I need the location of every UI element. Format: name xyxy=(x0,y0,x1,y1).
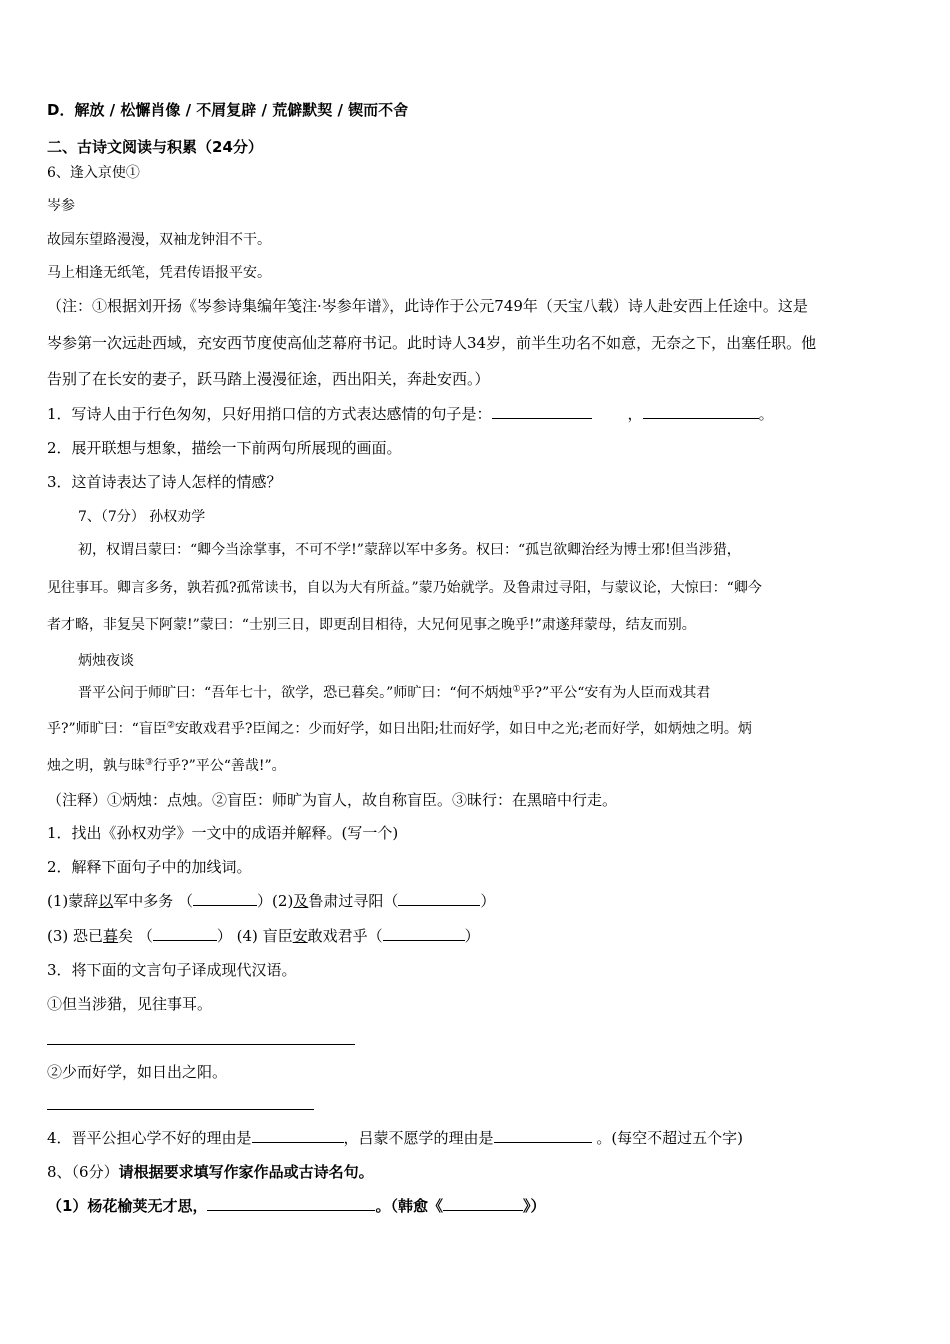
q7-story-line-2: 乎?”师旷曰：“盲臣②安敢戏君乎?臣闻之：少而好学，如日出阳;壮而好学，如日中之光;老而好学，如炳烛之明。炳 xyxy=(47,720,752,737)
q7-question-1: 1．找出《孙权劝学》一文中的成语并解释。(写一个) xyxy=(47,824,399,842)
answer-blank[interactable] xyxy=(207,1196,375,1211)
q7-translate-2: ②少而好学，如日出之阳。 xyxy=(47,1063,228,1081)
q7-story-line-1: 晋平公问于师旷曰：“吾年七十，欲学，恐已暮矣。”师旷曰：“何不炳烛①乎?”平公“安有为人臣而戏其君 xyxy=(78,684,711,701)
q8-item-1: （1）杨花榆荚无才思， 。（韩愈《 》） xyxy=(47,1197,546,1215)
option-d: D．解放 / 松懈肖像 / 不屑复辟 / 荒僻默契 / 锲而不舍 xyxy=(47,101,409,119)
poem-line-2: 马上相逢无纸笔，凭君传语报平安。 xyxy=(47,265,271,281)
q6-note-line-3: 告别了在长安的妻子，跃马踏上漫漫征途，西出阳关，奔赴安西。） xyxy=(47,370,490,388)
q7-subtitle: 炳烛夜谈 xyxy=(78,653,134,669)
answer-blank[interactable] xyxy=(252,1128,344,1143)
answer-blank[interactable] xyxy=(494,1128,592,1143)
q6-title: 6、逢入京使① xyxy=(47,165,140,181)
q7-question-2: 2．解释下面句子中的加线词。 xyxy=(47,858,252,876)
answer-blank[interactable] xyxy=(153,926,217,941)
q6-note-line-2: 岑参第一次远赴西域，充安西节度使高仙芝幕府书记。此时诗人34岁，前半生功名不如意，无奈之下，出塞任职。他 xyxy=(47,334,817,352)
answer-line[interactable] xyxy=(47,1109,314,1110)
poem-line-1: 故园东望路漫漫，双袖龙钟泪不干。 xyxy=(47,232,271,248)
answer-blank[interactable] xyxy=(398,891,480,906)
q7-story-line-3: 烛之明，孰与昧③行乎?”平公“善哉!”。 xyxy=(47,757,286,774)
q6-question-3: 3．这首诗表达了诗人怎样的情感？ xyxy=(47,473,282,491)
q7-word-row-2: (3) 恐已暮矣 （ ） (4) 盲臣安敢戏君乎（ ） xyxy=(47,927,480,945)
q7-question-4: 4．晋平公担心学不好的理由是 ，吕蒙不愿学的理由是 。(每空不超过五个字) xyxy=(47,1129,744,1147)
answer-blank[interactable] xyxy=(383,926,465,941)
q7-word-row-1: (1)蒙辞以军中多务 （ ）(2)及鲁肃过寻阳（ ） xyxy=(47,892,496,910)
answer-blank[interactable] xyxy=(443,1196,523,1211)
q7-passage-line-2: 见往事耳。卿言多务，孰若孤?孤常读书，自以为大有所益。”蒙乃始就学。及鲁肃过寻阳，与蒙议论，大惊曰：“卿今 xyxy=(47,580,762,596)
q6-question-1: 1．写诗人由于行色匆匆，只好用捎口信的方式表达感情的句子是： ， 。 xyxy=(47,405,774,423)
section-heading: 二、古诗文阅读与积累（24分） xyxy=(47,138,263,156)
q7-translate-1: ①但当涉猎，见往事耳。 xyxy=(47,995,213,1013)
answer-blank[interactable] xyxy=(643,404,759,419)
q7-heading: 7、（7分） 孙权劝学 xyxy=(78,509,206,525)
q7-annotation: （注释）①炳烛：点烛。②盲臣：师旷为盲人，故自称盲臣。③昧行：在黑暗中行走。 xyxy=(47,791,618,809)
q6-author: 岑参 xyxy=(47,198,75,214)
answer-blank[interactable] xyxy=(193,891,257,906)
answer-blank[interactable] xyxy=(492,404,592,419)
q7-question-3: 3．将下面的文言句子译成现代汉语。 xyxy=(47,961,297,979)
q6-question-2: 2．展开联想与想象，描绘一下前两句所展现的画面。 xyxy=(47,439,402,457)
answer-line[interactable] xyxy=(47,1044,355,1045)
q7-passage-line-3: 者才略，非复吴下阿蒙!”蒙曰：“士别三日，即更刮目相待，大兄何见事之晚乎!”肃遂拜蒙母，结友而别。 xyxy=(47,617,696,633)
q8-heading: 8、（6分）请根据要求填写作家作品或古诗名句。 xyxy=(47,1163,374,1181)
q6-note-line-1: （注：①根据刘开扬《岑参诗集编年笺注·岑参年谱》，此诗作于公元749年（天宝八载）诗人赴安西上任途中。这是 xyxy=(47,297,808,315)
q7-passage-line-1: 初，权谓吕蒙曰：“卿今当涂掌事，不可不学!”蒙辞以军中多务。权曰：“孤岂欲卿治经为博士邪!但当涉猎， xyxy=(78,542,741,558)
